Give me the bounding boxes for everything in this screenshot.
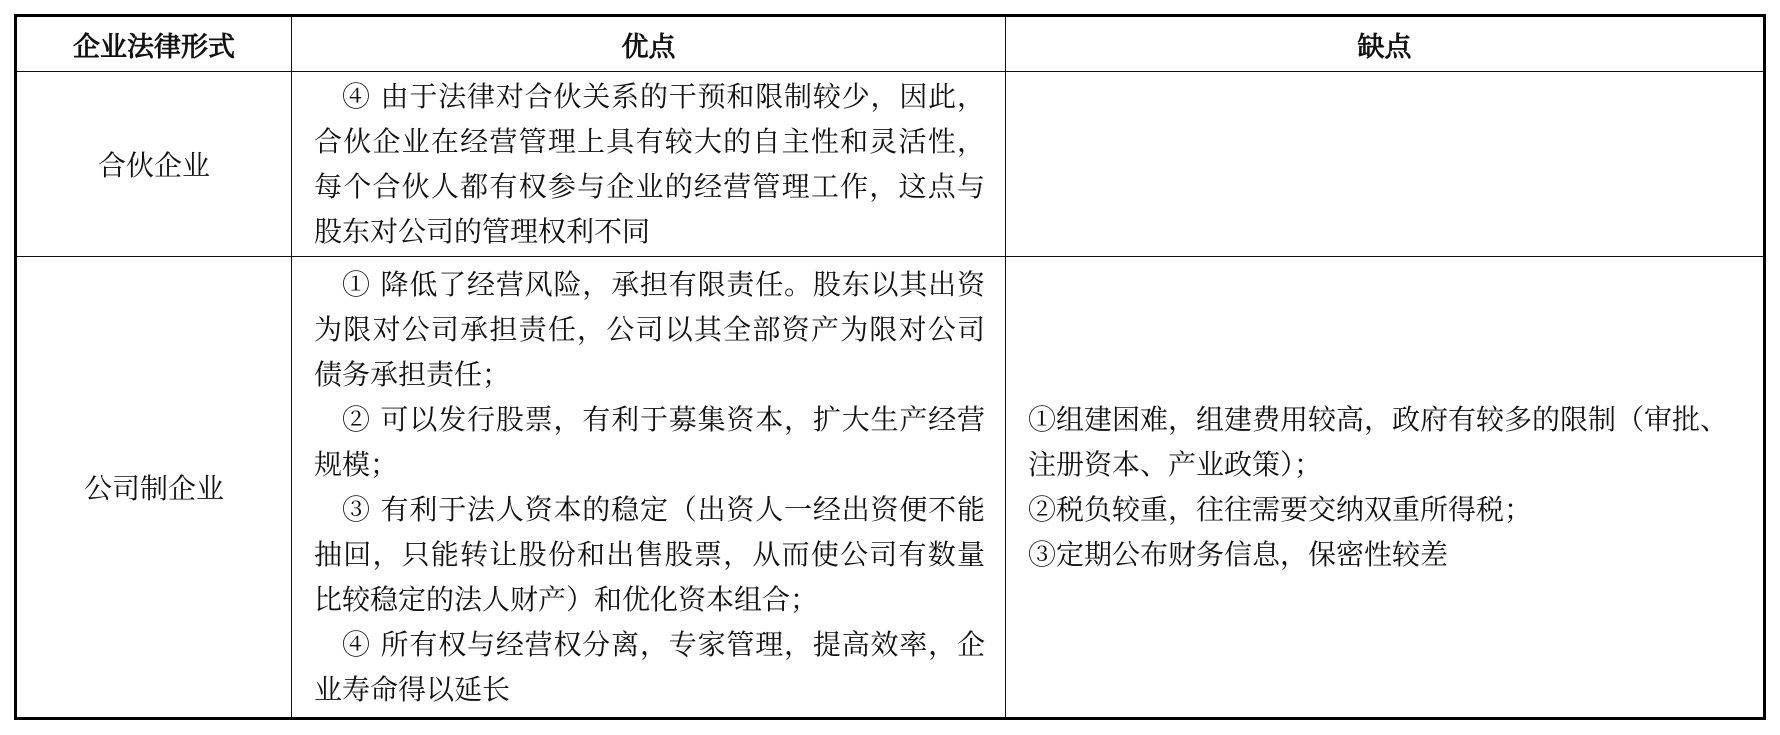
form-cell-partnership: 合伙企业 [16,72,292,257]
disadvantage-item: ②税负较重，往往需要交纳双重所得税； [1028,493,1533,526]
advantage-item: ③ 有利于法人资本的稳定（出资人一经出资便不能抽回，只能转让股份和出售股票，从而使公司有数量比较稳定的法人财产）和优化资本组合； [314,493,985,616]
disadvantages-cell-corporation [1006,257,1765,719]
header-advantages: 优点 [292,16,1006,72]
header-enterprise-form: 企业法律形式 [16,16,292,72]
enterprise-form-comparison-table [14,14,1766,720]
advantage-item: ① 降低了经营风险，承担有限责任。股东以其出资为限对公司承担责任，公司以其全部资产为限对公司债务承担责任； [314,268,985,391]
header-row [16,16,1765,72]
disadvantage-item: ③定期公布财务信息，保密性较差 [1028,538,1449,571]
table-row-corporation [16,257,1765,719]
disadvantage-item: ①组建困难，组建费用较高，政府有较多的限制（审批、注册资本、产业政策）； [1028,403,1729,481]
comparison-table-container [14,14,1766,720]
table-row-partnership [16,72,1765,257]
advantage-item: ④ 所有权与经营权分离，专家管理，提高效率，企业寿命得以延长 [314,628,985,706]
advantages-cell-corporation [292,257,1006,719]
advantages-cell-partnership [292,72,1006,257]
disadvantages-cell-partnership [1006,72,1765,257]
header-disadvantages: 缺点 [1006,16,1765,72]
advantage-item: ② 可以发行股票，有利于募集资本，扩大生产经营规模； [314,403,985,481]
form-cell-corporation: 公司制企业 [16,257,292,719]
advantage-item: ④ 由于法律对合伙关系的干预和限制较少，因此，合伙企业在经营管理上具有较大的自主性和灵活性，每个合伙人都有权参与企业的经营管理工作，这点与股东对公司的管理权利不同 [314,80,985,248]
